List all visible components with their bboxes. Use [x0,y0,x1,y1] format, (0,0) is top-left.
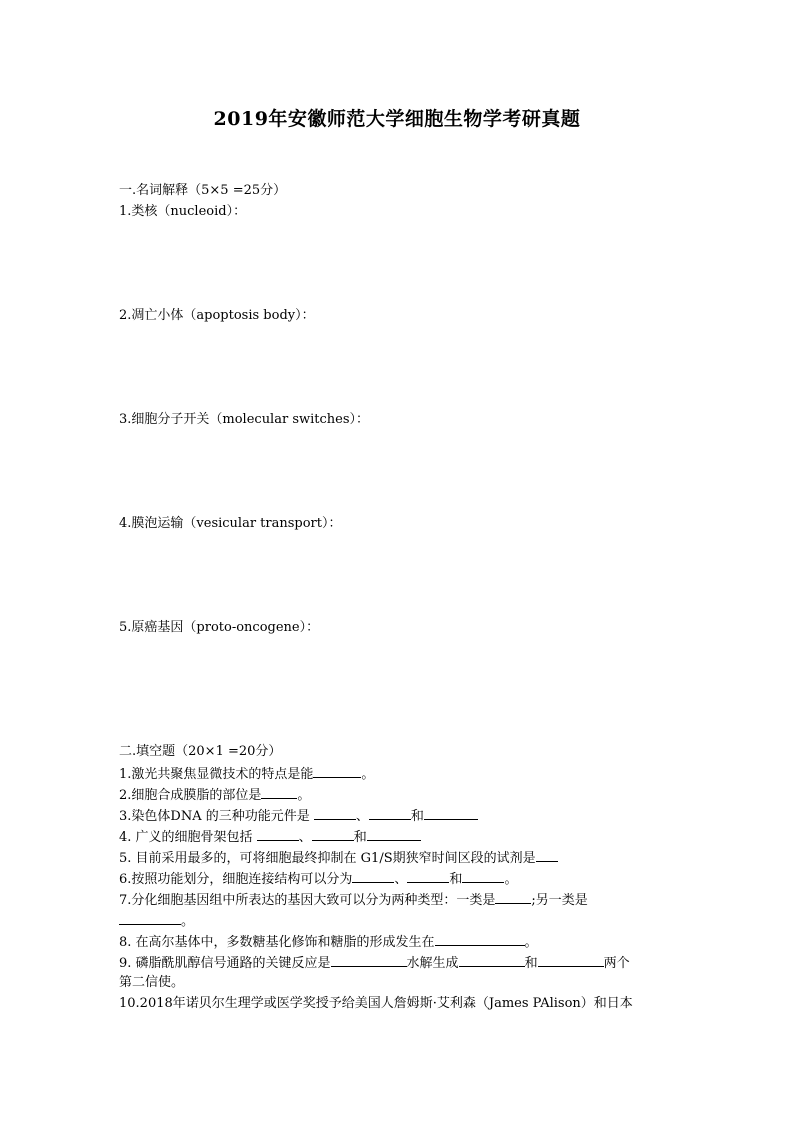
term-item-2: 2.凋亡小体（apoptosis body）： [119,308,315,323]
question-4: 4. 广义的细胞骨架包括 、 和 [119,828,421,846]
answer-blank[interactable] [462,870,504,883]
answer-blank[interactable] [424,807,478,820]
answer-blank[interactable] [367,828,421,841]
question-7: 7.分化细胞基因组中所表达的基因大致可以分为两种类型：一类是 ;另一类是 [119,893,588,908]
answer-blank[interactable] [495,891,531,904]
term-item-5: 5.原癌基因（proto-oncogene）： [119,620,320,635]
term-item-1: 1.类核（nucleoid）： [119,204,247,219]
question-text: 9. 磷脂酰肌醇信号通路的关键反应是 [119,956,331,971]
question-text: 5. 目前采用最多的，可将细胞最终抑制在 G1/S期狭窄时间区段的试剂是 [119,851,536,866]
answer-blank[interactable] [536,849,558,862]
question-10: 10.2018年诺贝尔生理学或医学奖授予给美国人詹姆斯·艾利森（James PAlison）和日本 [119,996,633,1011]
answer-blank[interactable] [331,954,407,967]
question-3: 3.染色体DNA 的三种功能元件是 、 和 [119,807,478,825]
term-item-4: 4.膜泡运输（vesicular transport）： [119,516,342,531]
answer-blank[interactable] [313,765,361,778]
question-text: 4. 广义的细胞骨架包括 [119,830,257,845]
question-2: 2.细胞合成膜脂的部位是 。 [119,788,311,803]
section1-heading: 一.名词解释（5×5 =25分） [119,183,287,198]
answer-blank[interactable] [312,828,354,841]
question-9-continued: 第二信使。 [119,975,185,990]
question-9: 9. 磷脂酰肌醇信号通路的关键反应是 水解生成 和 两个 [119,956,630,971]
answer-blank[interactable] [352,870,394,883]
question-text: 7.分化细胞基因组中所表达的基因大致可以分为两种类型：一类是 [119,893,496,908]
question-text: 2.细胞合成膜脂的部位是 [119,788,262,803]
answer-blank[interactable] [538,954,604,967]
answer-blank[interactable] [257,828,299,841]
question-8: 8. 在高尔基体中，多数糖基化修饰和糖脂的形成发生在 。 [119,935,538,950]
question-6: 6.按照功能划分，细胞连接结构可以分为 、 和 。 [119,872,518,887]
question-text: 1.激光共聚焦显微技术的特点是能 [119,767,314,782]
question-text: 3.染色体DNA 的三种功能元件是 [119,809,314,824]
question-text: 8. 在高尔基体中，多数糖基化修饰和糖脂的形成发生在 [119,935,435,950]
answer-blank[interactable] [407,870,449,883]
answer-blank[interactable] [119,912,181,925]
answer-blank[interactable] [459,954,525,967]
question-1: 1.激光共聚焦显微技术的特点是能 。 [119,767,375,782]
section2-heading: 二.填空题（20×1 =20分） [119,744,282,759]
question-7-continued: 。 [119,912,194,930]
answer-blank[interactable] [261,786,297,799]
answer-blank[interactable] [369,807,411,820]
question-text: 6.按照功能划分，细胞连接结构可以分为 [119,872,353,887]
answer-blank[interactable] [435,933,525,946]
page-title: 2019年安徽师范大学细胞生物学考研真题 [213,108,581,130]
term-item-3: 3.细胞分子开关（molecular switches）： [119,412,370,427]
answer-blank[interactable] [314,807,356,820]
question-5 [119,849,558,867]
